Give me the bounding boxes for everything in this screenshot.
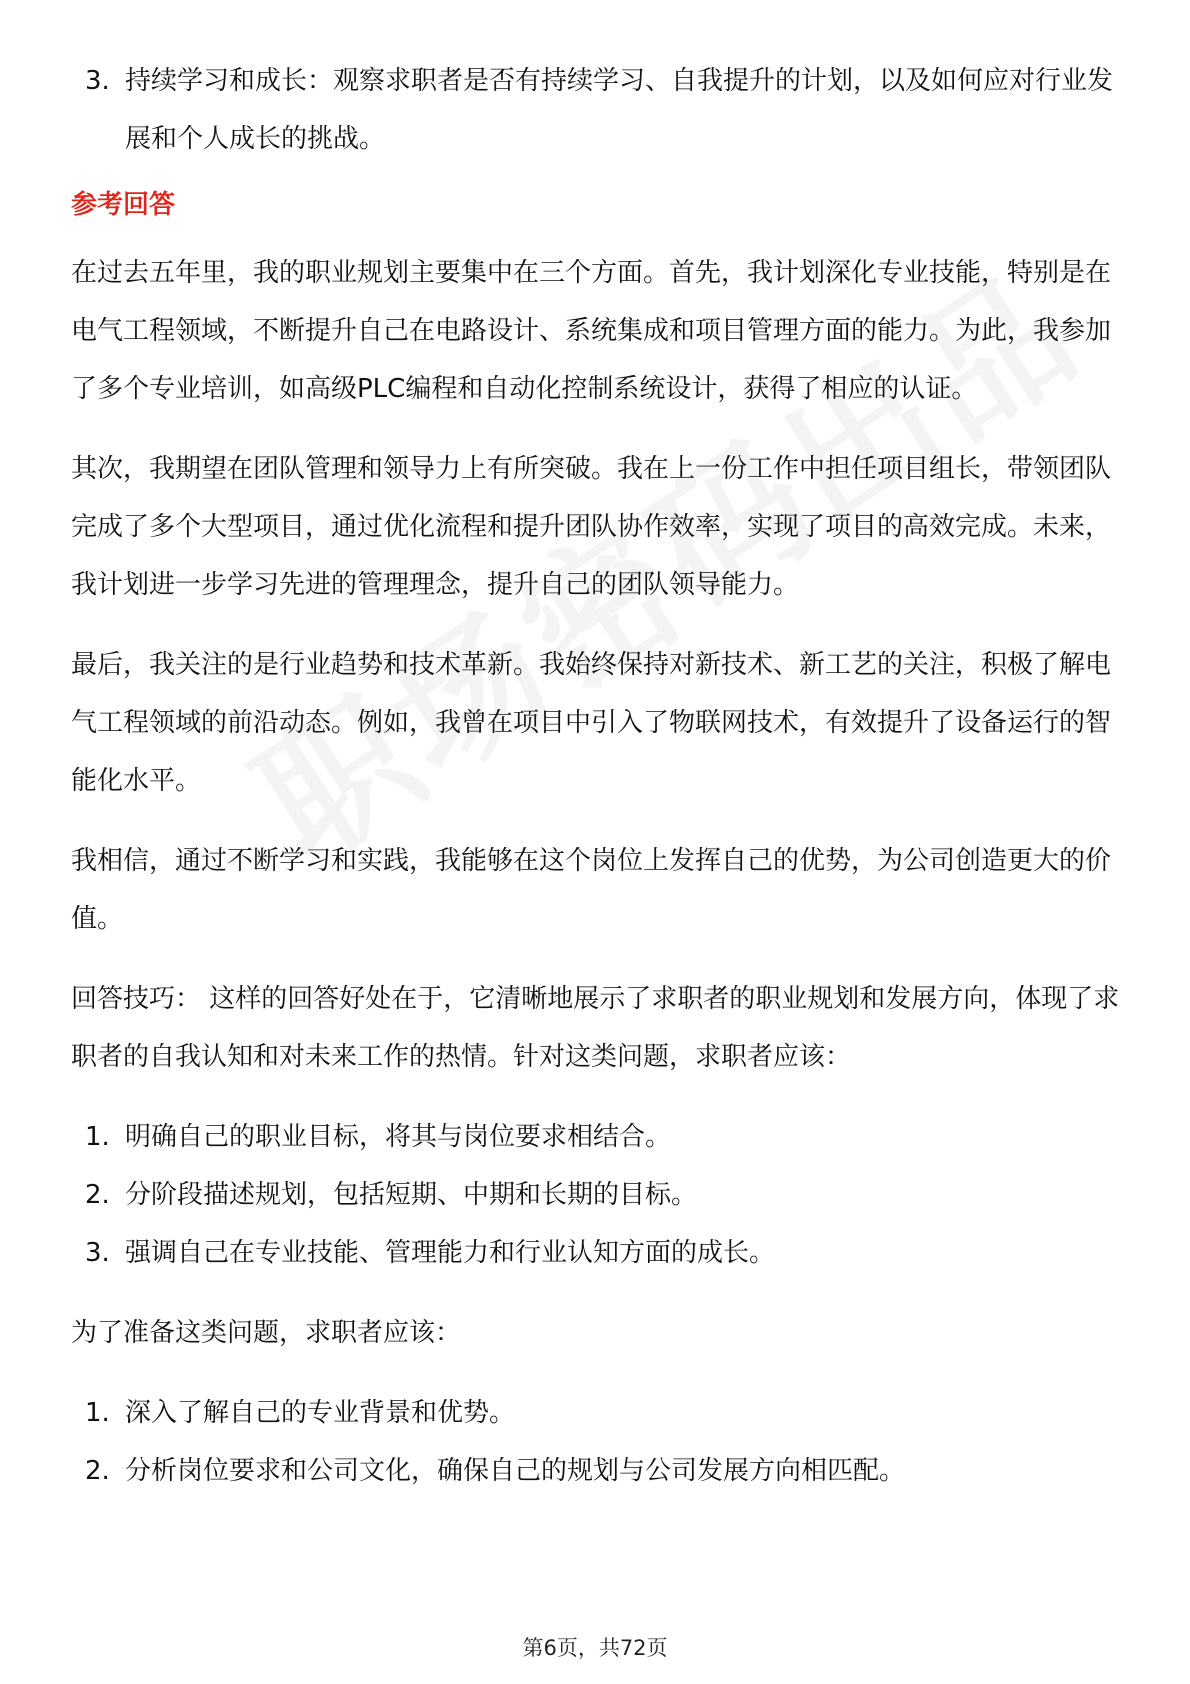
answer-paragraph: 在过去五年里，我的职业规划主要集中在三个方面。首先，我计划深化专业技能，特别是在电气工程领域，不断提升自己在电路设计、系统集成和项目管理方面的能力。为此，我参加了多个专业培训，如高级PLC编程和自动化控制系统设计，获得了相应的认证。: [71, 258, 1112, 404]
list-text: 深入了解自己的专业背景和优势。: [125, 1398, 516, 1428]
prep-intro: 为了准备这类问题，求职者应该：: [71, 1318, 462, 1348]
list-number: 1.: [85, 1122, 110, 1152]
list-item: [71, 1224, 1121, 1282]
page-content: [71, 52, 1121, 1522]
list-number: 3.: [85, 1238, 110, 1268]
list-item: [71, 1384, 1121, 1442]
tips-intro: 回答技巧： 这样的回答好处在于，它清晰地展示了求职者的职业规划和发展方向，体现了求职者的自我认知和对未来工作的热情。针对这类问题，求职者应该：: [71, 984, 1120, 1072]
list-item: [71, 1166, 1121, 1224]
list-text: 明确自己的职业目标，将其与岗位要求相结合。: [125, 1122, 672, 1152]
list-text: 强调自己在专业技能、管理能力和行业认知方面的成长。: [125, 1238, 776, 1268]
list-number: 1.: [85, 1398, 110, 1428]
answer-paragraph: 最后，我关注的是行业趋势和技术革新。我始终保持对新技术、新工艺的关注，积极了解电气工程领域的前沿动态。例如，我曾在项目中引入了物联网技术，有效提升了设备运行的智能化水平。: [71, 650, 1112, 796]
list-item: [71, 1442, 1121, 1500]
criteria-list: [71, 52, 1121, 168]
answer-paragraph: 其次，我期望在团队管理和领导力上有所突破。我在上一份工作中担任项目组长，带领团队完成了多个大型项目，通过优化流程和提升团队协作效率，实现了项目的高效完成。未来，我计划进一步学习先进的管理理念，提升自己的团队领导能力。: [71, 454, 1112, 600]
tips-list: [71, 1108, 1121, 1282]
list-text: 分阶段描述规划，包括短期、中期和长期的目标。: [125, 1180, 698, 1210]
prep-list: [71, 1384, 1121, 1500]
list-item: [71, 1108, 1121, 1166]
list-text: 持续学习和成长：观察求职者是否有持续学习、自我提升的计划，以及如何应对行业发展和个人成长的挑战。: [125, 66, 1114, 154]
list-number: 3.: [85, 66, 110, 96]
list-item: [71, 52, 1121, 168]
section-heading: 参考回答: [71, 190, 176, 220]
list-number: 2.: [85, 1180, 110, 1210]
answer-paragraph: 我相信，通过不断学习和实践，我能够在这个岗位上发挥自己的优势，为公司创造更大的价值。: [71, 846, 1112, 934]
page-footer: 第6页，共72页: [522, 1636, 668, 1660]
list-number: 2.: [85, 1456, 110, 1486]
list-text: 分析岗位要求和公司文化，确保自己的规划与公司发展方向相匹配。: [125, 1456, 906, 1486]
